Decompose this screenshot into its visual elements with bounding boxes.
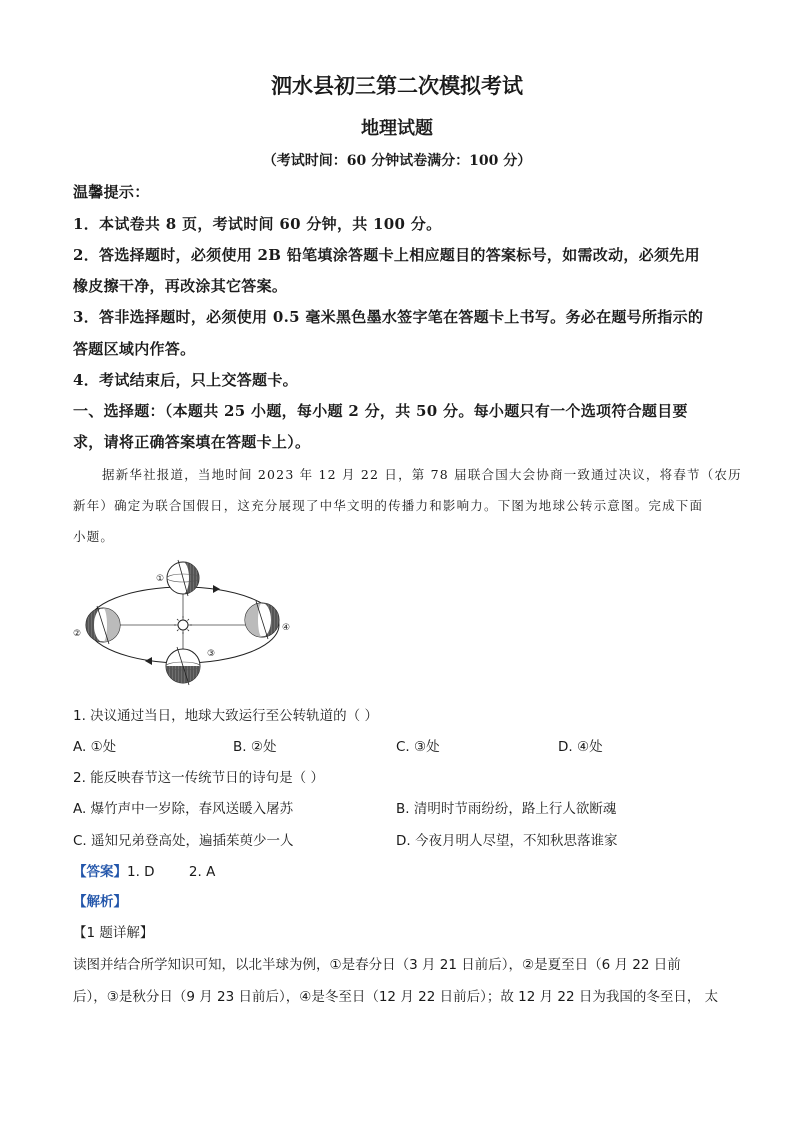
exam-title: 泗水县初三第二次模拟考试 xyxy=(271,73,523,98)
detail-tag: 【1 题详解】 xyxy=(73,925,154,941)
notice-item-3-line-1: 3．答非选择题时，必须使用 0.5 毫米黑色墨水签字笔在答题卡上书写。务必在题号所指示的 xyxy=(73,308,704,326)
orbit-arrow-bottom xyxy=(145,657,152,665)
analysis-tag: 【解析】 xyxy=(73,894,127,910)
position-label-1: ① xyxy=(156,574,165,584)
notice-item-4: 4．考试结束后，只上交答题卡。 xyxy=(73,371,298,389)
question-1-option-c[interactable]: C. ③处 xyxy=(396,739,440,755)
section-1-line-1: 一、选择题：（本题共 25 小题，每小题 2 分，共 50 分。每小题只有一个选项符合题目要 xyxy=(73,402,688,420)
passage-line-3: 小题。 xyxy=(73,529,115,544)
notice-item-2-line-2: 橡皮擦干净，再改涂其它答案。 xyxy=(73,277,288,295)
earth-position-4-globe xyxy=(245,601,279,639)
answer-tag: 【答案】 xyxy=(73,864,127,880)
answer-text: 1. D 2. A xyxy=(127,864,216,880)
earth-position-2-globe xyxy=(86,606,120,644)
question-2-stem: 2. 能反映春节这一传统节日的诗句是（ ） xyxy=(73,770,324,786)
notice-heading: 温馨提示： xyxy=(73,183,150,201)
question-2-option-a[interactable]: A. 爆竹声中一岁除，春风送暖入屠苏 xyxy=(73,801,294,817)
position-label-3: ③ xyxy=(207,649,216,659)
notice-item-1: 1．本试卷共 8 页，考试时间 60 分钟，共 100 分。 xyxy=(73,215,442,233)
exam-time-note: （考试时间：60 分钟试卷满分：100 分） xyxy=(262,153,532,169)
question-2-option-d[interactable]: D. 今夜月明人尽望，不知秋思落谁家 xyxy=(396,833,618,849)
question-1-option-a[interactable]: A. ①处 xyxy=(73,739,117,755)
analysis-line-2: 后），③是秋分日（9 月 23 日前后），④是冬至日（12 月 22 日前后）；故 12 月 22 日为我国的冬至日， 太 xyxy=(73,989,719,1005)
notice-item-2-line-1: 2．答选择题时，必须使用 2B 铅笔填涂答题卡上相应题目的答案标号，如需改动，必须先用 xyxy=(73,246,700,264)
position-label-4: ④ xyxy=(282,623,291,633)
analysis-line-1: 读图并结合所学知识可知，以北半球为例，①是春分日（3 月 21 日前后），②是夏至日（6 月 22 日前 xyxy=(73,957,681,973)
notice-item-3-line-2: 答题区域内作答。 xyxy=(73,340,196,358)
question-2-option-b[interactable]: B. 清明时节雨纷纷，路上行人欲断魂 xyxy=(396,801,617,817)
earth-position-3-globe xyxy=(166,647,200,685)
earth-position-1-globe xyxy=(167,560,199,596)
question-2-option-c[interactable]: C. 遥知兄弟登高处，遍插茱萸少一人 xyxy=(73,833,294,849)
passage-line-2: 新年）确定为联合国假日，这充分展现了中华文明的传播力和影响力。下图为地球公转示意图。完成下面 xyxy=(73,498,704,513)
answer-line xyxy=(73,860,215,880)
question-1-option-d[interactable]: D. ④处 xyxy=(558,739,603,755)
question-1-stem: 1. 决议通过当日，地球大致运行至公转轨道的（ ） xyxy=(73,708,378,724)
position-label-2: ② xyxy=(73,629,82,639)
question-1-option-b[interactable]: B. ②处 xyxy=(233,739,277,755)
subject-title: 地理试题 xyxy=(361,118,433,139)
section-1-line-2: 求，请将正确答案填在答题卡上）。 xyxy=(73,433,311,451)
earth-orbit-diagram xyxy=(70,558,300,693)
orbit-arrow-top xyxy=(213,585,220,593)
passage-line-1: 据新华社报道，当地时间 2023 年 12 月 22 日，第 78 届联合国大会协商一致通过决议，将春节（农历 xyxy=(102,467,742,482)
